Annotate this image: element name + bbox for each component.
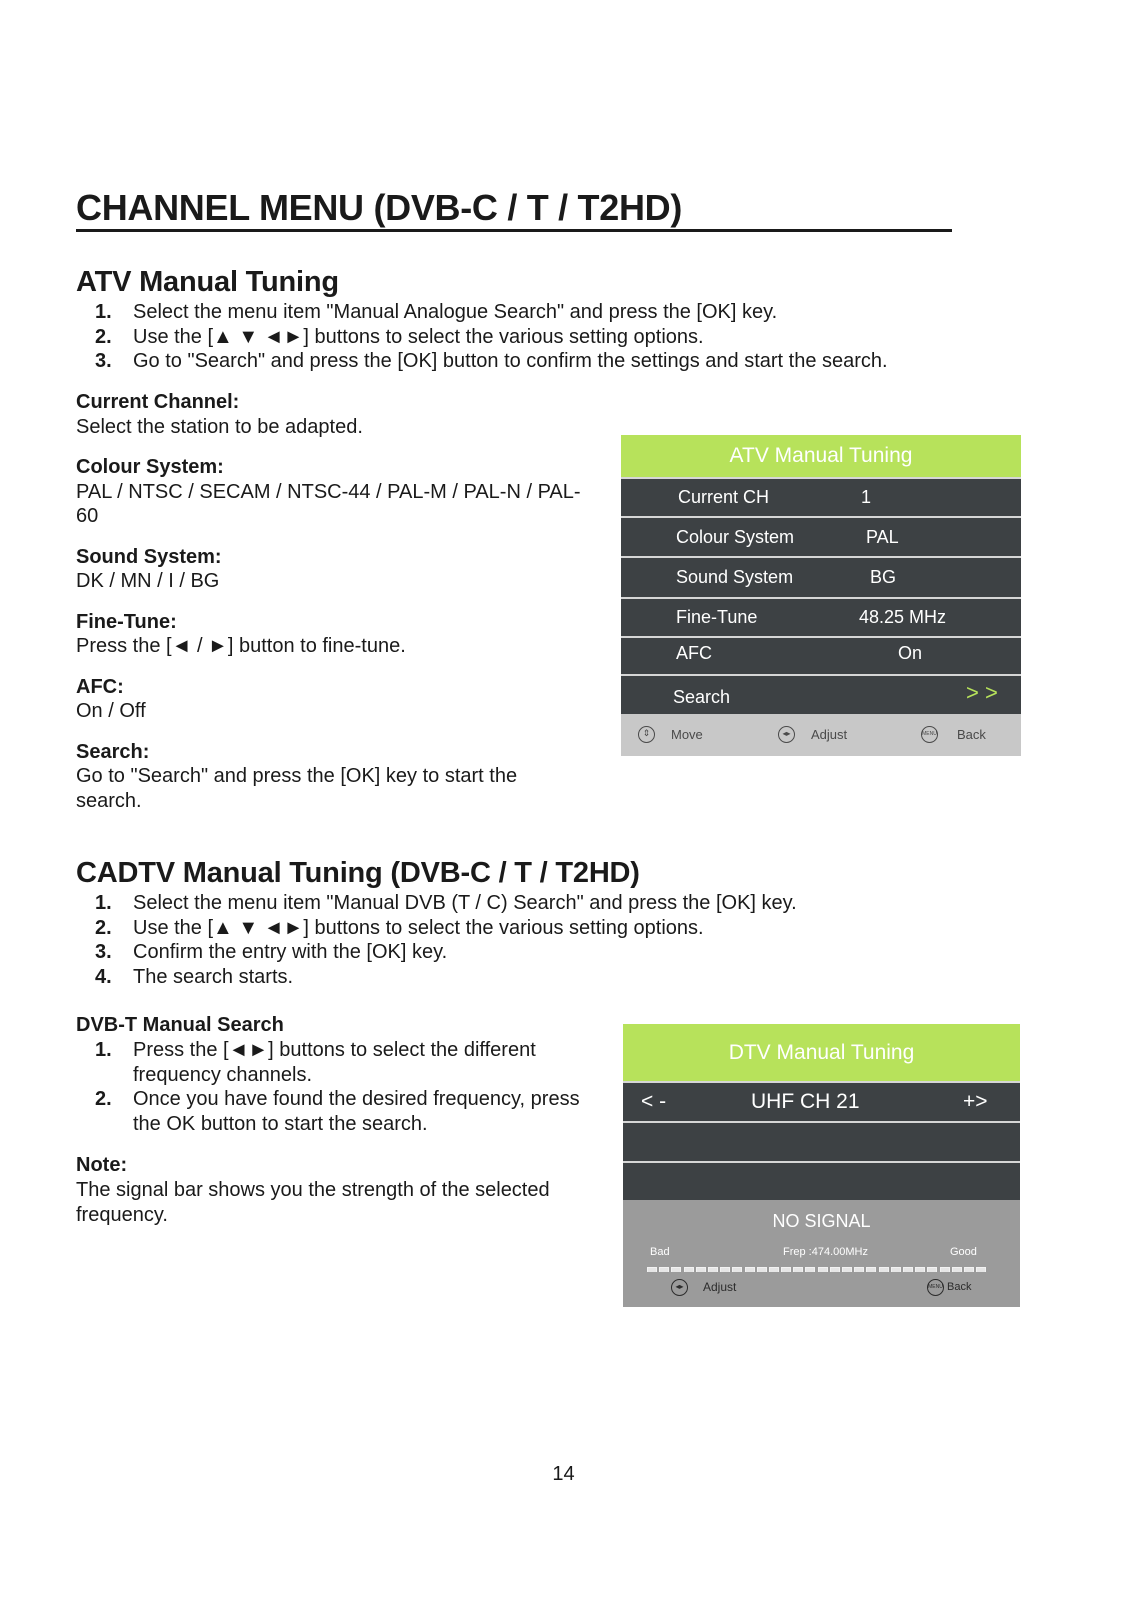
list-item: 4. The search starts. <box>95 965 294 988</box>
leftright-icon: ◂▸ <box>778 726 795 743</box>
row-label: Current CH <box>678 487 770 507</box>
list-item: 3. Go to "Search" and press the [OK] button to confirm the settings and start the search. <box>95 350 888 372</box>
row-label: Sound System <box>676 567 794 587</box>
section-label: Fine-Tune: <box>76 610 177 633</box>
atv-steps <box>76 300 888 374</box>
row-search[interactable] <box>621 676 1021 713</box>
signal-segment <box>708 1267 718 1272</box>
section-label: Sound System: <box>76 545 222 568</box>
row-sound-system[interactable] <box>621 558 1021 597</box>
good-label: Good <box>950 1246 977 1258</box>
signal-segment <box>927 1267 937 1272</box>
list-item: 2. Once you have found the desired frequency, press the OK button to start the search. <box>95 1088 580 1135</box>
dtv-tuning-panel <box>623 1024 1020 1307</box>
signal-segment <box>915 1267 925 1272</box>
list-item: 1. Press the [◄►] buttons to select the different frequency channels. <box>95 1039 536 1086</box>
section-text: Go to "Search" and press the [OK] key to start the search. <box>76 765 518 812</box>
leftright-icon: ◂▸ <box>671 1279 688 1296</box>
signal-segment <box>891 1267 901 1272</box>
divider <box>623 1161 1020 1163</box>
signal-segment <box>952 1267 962 1272</box>
signal-status: NO SIGNAL <box>772 1211 871 1231</box>
row-value: On <box>898 643 923 663</box>
panel-footer <box>621 714 1021 756</box>
signal-segment <box>842 1267 852 1272</box>
channel-value: UHF CH 21 <box>751 1090 860 1113</box>
signal-segment <box>647 1267 657 1272</box>
note-text: The signal bar shows you the strength of the selected frequency. <box>76 1179 550 1226</box>
signal-segment <box>964 1267 974 1272</box>
signal-segment <box>793 1267 803 1272</box>
title-underline <box>76 229 952 232</box>
section-text: Select the station to be adapted. <box>76 415 363 438</box>
channel-selector[interactable] <box>623 1083 1020 1121</box>
section-label: Colour System: <box>76 456 224 478</box>
section-label: AFC: <box>76 675 124 698</box>
signal-segment <box>671 1267 681 1272</box>
row-value: PAL <box>866 527 899 547</box>
list-item: 2. Use the [▲ ▼ ◄►] buttons to select the various setting options. <box>95 916 704 939</box>
atv-tuning-panel <box>621 435 1021 756</box>
section-text: On / Off <box>76 700 146 722</box>
prev-channel-button[interactable]: < - <box>641 1090 667 1113</box>
row-fine-tune[interactable] <box>621 599 1021 636</box>
cadtv-steps <box>76 891 797 989</box>
bad-label: Bad <box>650 1246 670 1258</box>
atv-heading: ATV Manual Tuning <box>76 266 339 298</box>
signal-segment <box>757 1267 767 1272</box>
signal-segment <box>866 1267 876 1272</box>
cadtv-heading: CADTV Manual Tuning (DVB-C / T / T2HD) <box>76 857 640 889</box>
row-afc[interactable] <box>621 638 1021 674</box>
back-label: Back <box>947 1281 972 1293</box>
signal-segment <box>659 1267 669 1272</box>
signal-segment <box>940 1267 950 1272</box>
panel-title: ATV Manual Tuning <box>621 435 1021 477</box>
list-item: 2. Use the [▲ ▼ ◄►] buttons to select the various setting options. <box>95 325 704 348</box>
row-value: 48.25 MHz <box>859 607 947 627</box>
back-label: Back <box>957 727 986 742</box>
section-label: Current Channel: <box>76 391 240 413</box>
row-label: Search <box>673 687 731 707</box>
list-item: 1. Select the menu item "Manual Analogue Search" and press the [OK] key. <box>95 301 778 323</box>
adjust-label: Adjust <box>811 727 848 742</box>
signal-segment <box>732 1267 742 1272</box>
signal-segment <box>745 1267 755 1272</box>
adjust-label: Adjust <box>703 1280 737 1294</box>
section-text: DK / MN / I / BG <box>76 570 220 592</box>
row-label: AFC <box>676 643 712 663</box>
divider <box>623 1121 1020 1123</box>
row-value: BG <box>870 567 897 587</box>
signal-area <box>623 1200 1020 1307</box>
page-title: CHANNEL MENU (DVB-C / T / T2HD) <box>76 187 683 228</box>
signal-segment <box>818 1267 828 1272</box>
list-item: 3. Confirm the entry with the [OK] key. <box>95 941 448 963</box>
section-text: Press the [◄ / ►] button to fine-tune. <box>76 635 406 657</box>
frequency-label: Frep :474.00MHz <box>783 1246 868 1258</box>
updown-icon: ⇕ <box>638 726 655 743</box>
signal-segment <box>903 1267 913 1272</box>
signal-segment <box>805 1267 815 1272</box>
search-arrow-icon: > > <box>966 680 998 705</box>
menu-icon: MENU <box>921 726 938 743</box>
signal-segment <box>720 1267 730 1272</box>
note-label: Note: <box>76 1154 128 1176</box>
section-text: PAL / NTSC / SECAM / NTSC-44 / PAL-M / PAL-N / PAL-60 <box>76 480 581 527</box>
signal-segment <box>781 1267 791 1272</box>
row-current-ch[interactable] <box>621 479 1021 516</box>
dvbt-steps <box>76 1038 596 1136</box>
panel-title: DTV Manual Tuning <box>623 1024 1020 1081</box>
row-colour-system[interactable] <box>621 518 1021 556</box>
signal-segment <box>854 1267 864 1272</box>
list-item: 1. Select the menu item "Manual DVB (T / C) Search" and press the [OK] key. <box>95 892 797 914</box>
signal-segment <box>830 1267 840 1272</box>
row-label: Colour System <box>676 527 795 547</box>
row-value: 1 <box>861 487 872 507</box>
row-label: Fine-Tune <box>676 607 758 627</box>
menu-icon: MENU <box>927 1279 944 1296</box>
signal-segment <box>976 1267 986 1272</box>
dvbt-heading: DVB-T Manual Search <box>76 1014 284 1036</box>
atv-sections <box>76 390 596 813</box>
signal-segment <box>769 1267 779 1272</box>
next-channel-button[interactable]: +> <box>963 1090 988 1113</box>
page-number: 14 <box>552 1463 575 1485</box>
signal-segment <box>684 1267 694 1272</box>
signal-segment <box>696 1267 706 1272</box>
move-label: Move <box>671 727 703 742</box>
section-label: Search: <box>76 740 150 763</box>
signal-bar <box>647 1262 992 1272</box>
signal-segment <box>879 1267 889 1272</box>
